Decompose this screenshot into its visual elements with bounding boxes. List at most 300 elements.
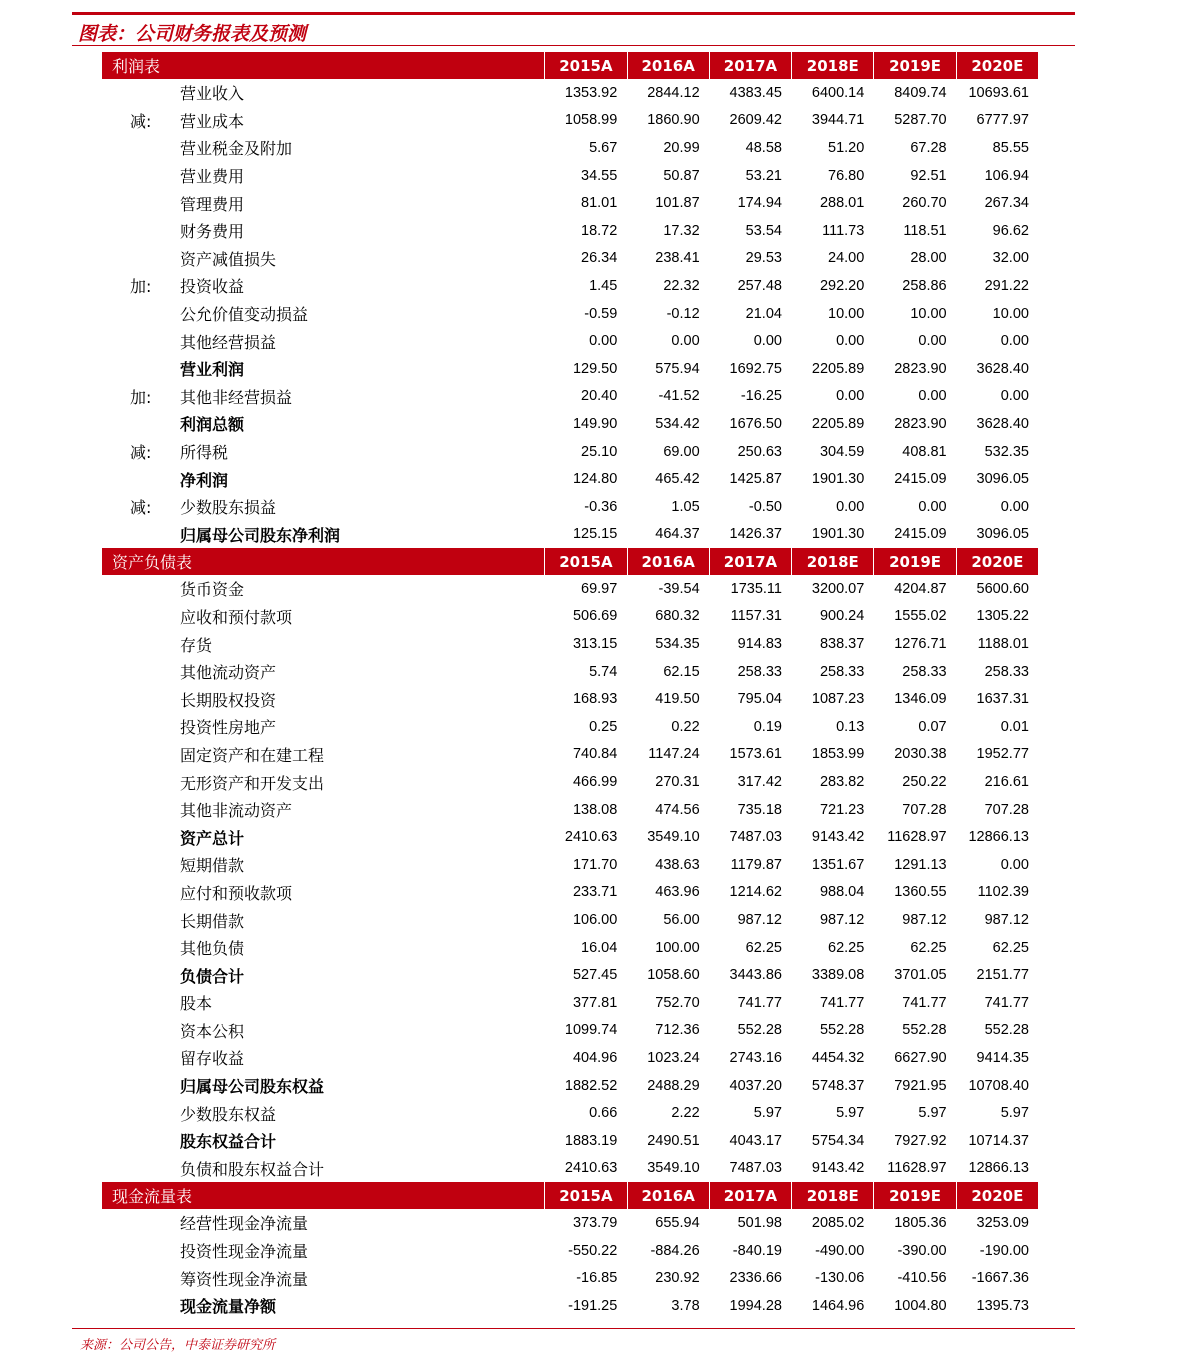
value-cell: 741.77: [984, 994, 1029, 1011]
value-cell: 552.28: [984, 1022, 1029, 1039]
value-cell: 419.50: [655, 691, 700, 708]
value-cell: 257.48: [737, 277, 782, 294]
value-cell: 3096.05: [976, 471, 1029, 488]
value-cell: 5.67: [589, 139, 618, 156]
title-rule: [72, 45, 1075, 46]
value-cell: 707.28: [984, 801, 1029, 818]
value-cell: 2488.29: [647, 1077, 700, 1094]
row-label: [102, 1129, 544, 1152]
row-label: [102, 164, 544, 187]
value-cell: 506.69: [572, 608, 618, 625]
row-label: [102, 357, 544, 380]
row-prefix: [102, 219, 180, 242]
value-cell: 22.32: [663, 277, 700, 294]
table-row: [102, 851, 1038, 879]
value-cell: 5.97: [1000, 1105, 1029, 1122]
value-cell: 1087.23: [811, 691, 865, 708]
row-prefix: [102, 1211, 180, 1234]
row-name: 长期股权投资: [180, 690, 277, 710]
table-row: [102, 879, 1038, 907]
value-cell: 124.80: [572, 471, 618, 488]
value-cell: 69.97: [581, 580, 618, 597]
value-cell: 575.94: [655, 360, 700, 377]
value-cell: 0.00: [1000, 856, 1029, 873]
row-label: [102, 1019, 544, 1042]
value-cell: 0.01: [1000, 718, 1029, 735]
row-prefix: [102, 743, 180, 766]
value-cell: -16.85: [576, 1270, 618, 1287]
table-row: [102, 1209, 1038, 1237]
row-name: 留存收益: [180, 1049, 245, 1069]
value-cell: 53.21: [745, 167, 782, 184]
table-row: [102, 355, 1038, 383]
value-cell: 712.36: [655, 1022, 700, 1039]
value-cell: 1425.87: [729, 471, 782, 488]
row-name: 货币资金: [180, 580, 245, 600]
value-cell: 707.28: [902, 801, 947, 818]
value-cell: 29.53: [745, 250, 782, 267]
row-label: [102, 853, 544, 876]
value-cell: 260.70: [902, 195, 947, 212]
table-row: [102, 107, 1038, 135]
value-cell: 838.37: [819, 636, 865, 653]
table-row: [102, 465, 1038, 493]
value-cell: 11628.97: [887, 829, 947, 846]
value-cell: 258.33: [737, 663, 782, 680]
value-cell: 67.28: [910, 139, 947, 156]
value-cell: -16.25: [740, 388, 782, 405]
value-cell: 20.40: [581, 388, 618, 405]
row-name: 资本公积: [180, 1021, 245, 1041]
value-cell: 552.28: [819, 1022, 865, 1039]
value-cell: 138.08: [572, 801, 618, 818]
value-cell: -0.59: [584, 305, 618, 322]
table-row: [102, 1044, 1038, 1072]
value-cell: 1676.50: [729, 415, 782, 432]
value-cell: 24.00: [828, 250, 865, 267]
row-prefix: [102, 798, 180, 821]
value-cell: 900.24: [819, 608, 865, 625]
value-cell: 8409.74: [894, 84, 947, 101]
row-prefix: [102, 688, 180, 711]
value-cell: 2030.38: [894, 746, 947, 763]
row-name: 归属母公司股东净利润: [180, 525, 341, 545]
value-cell: 2.22: [671, 1105, 700, 1122]
row-prefix: [102, 1129, 180, 1152]
value-cell: 465.42: [655, 471, 700, 488]
row-name: 营业收入: [180, 84, 245, 104]
year-header: 2018E: [791, 548, 873, 575]
value-cell: 680.32: [655, 608, 700, 625]
row-name: 利润总额: [180, 415, 245, 435]
value-cell: 1637.31: [976, 691, 1029, 708]
value-cell: 377.81: [572, 994, 618, 1011]
value-cell: 5.97: [918, 1105, 947, 1122]
table-row: [102, 823, 1038, 851]
value-cell: 267.34: [984, 195, 1029, 212]
year-header: 2016A: [627, 52, 709, 79]
table-row: [102, 741, 1038, 769]
year-header: 2015A: [544, 548, 626, 575]
table-row: [102, 438, 1038, 466]
row-name: 无形资产和开发支出: [180, 773, 325, 793]
row-label: [102, 771, 544, 794]
value-cell: -0.50: [748, 498, 782, 515]
year-header: 2017A: [709, 548, 791, 575]
value-cell: 0.00: [1000, 333, 1029, 350]
row-name: 投资性现金净流量: [180, 1242, 309, 1262]
row-prefix: [102, 909, 180, 932]
value-cell: 4383.45: [729, 84, 782, 101]
value-cell: 914.83: [737, 636, 782, 653]
row-prefix: [102, 853, 180, 876]
value-cell: 3549.10: [647, 829, 700, 846]
value-cell: 51.20: [828, 139, 865, 156]
value-cell: 3628.40: [976, 360, 1029, 377]
table-row: [102, 906, 1038, 934]
value-cell: 283.82: [819, 774, 865, 791]
value-cell: 1882.52: [564, 1077, 618, 1094]
value-cell: 741.77: [737, 994, 782, 1011]
row-name: 经营性现金净流量: [180, 1214, 309, 1234]
value-cell: 2205.89: [811, 415, 865, 432]
value-cell: 7487.03: [729, 829, 782, 846]
row-name: 负债和股东权益合计: [180, 1159, 325, 1179]
year-header: 2020E: [956, 548, 1038, 575]
year-header: 2018E: [791, 52, 873, 79]
row-prefix: [102, 412, 180, 435]
table-row: [102, 521, 1038, 549]
value-cell: 2410.63: [564, 829, 618, 846]
row-label: [102, 136, 544, 159]
row-prefix: [102, 633, 180, 656]
value-cell: -0.12: [666, 305, 700, 322]
bottom-rule: [72, 1328, 1075, 1329]
value-cell: 4204.87: [894, 580, 947, 597]
value-cell: -41.52: [658, 388, 700, 405]
value-cell: 313.15: [572, 636, 618, 653]
row-label: [102, 715, 544, 738]
value-cell: 1805.36: [894, 1214, 947, 1231]
value-cell: 5600.60: [976, 580, 1029, 597]
value-cell: 10.00: [910, 305, 947, 322]
value-cell: 62.15: [663, 663, 700, 680]
row-name: 归属母公司股东权益: [180, 1077, 325, 1097]
value-cell: 0.00: [1000, 498, 1029, 515]
value-cell: 1464.96: [811, 1297, 865, 1314]
table-row: [102, 1072, 1038, 1100]
row-prefix: 减:: [130, 443, 152, 463]
value-cell: 1735.11: [730, 580, 782, 597]
top-accent-line: [72, 12, 1075, 15]
value-cell: 987.12: [902, 912, 947, 929]
value-cell: 988.04: [819, 884, 865, 901]
section-title: 资产负债表: [112, 553, 193, 573]
row-label: [102, 964, 544, 987]
value-cell: 10.00: [992, 305, 1029, 322]
row-prefix: [102, 881, 180, 904]
row-prefix: [102, 1019, 180, 1042]
row-prefix: [102, 357, 180, 380]
value-cell: 0.00: [836, 333, 865, 350]
table-row: [102, 493, 1038, 521]
value-cell: 50.87: [663, 167, 700, 184]
value-cell: 9143.42: [811, 829, 865, 846]
value-cell: 250.22: [902, 774, 947, 791]
value-cell: 292.20: [819, 277, 865, 294]
row-prefix: [102, 660, 180, 683]
source-note: 来源：公司公告，中泰证券研究所: [80, 1338, 276, 1353]
year-header: 2016A: [627, 1182, 709, 1209]
row-prefix: [102, 715, 180, 738]
value-cell: 1099.74: [564, 1022, 618, 1039]
value-cell: 238.41: [655, 250, 700, 267]
row-prefix: [102, 826, 180, 849]
row-label: [102, 1102, 544, 1125]
row-name: 少数股东权益: [180, 1104, 277, 1124]
value-cell: 2205.89: [811, 360, 865, 377]
value-cell: 258.33: [819, 663, 865, 680]
row-label: [102, 192, 544, 215]
value-cell: 3701.05: [894, 967, 947, 984]
value-cell: 1692.75: [729, 360, 782, 377]
value-cell: 258.33: [984, 663, 1029, 680]
value-cell: 1305.22: [976, 608, 1029, 625]
row-name: 应付和预收款项: [180, 883, 293, 903]
value-cell: 474.56: [655, 801, 700, 818]
value-cell: 1058.99: [564, 112, 618, 129]
value-cell: 10.00: [828, 305, 865, 322]
table-row: [102, 934, 1038, 962]
value-cell: 1901.30: [811, 526, 865, 543]
value-cell: 1147.24: [648, 746, 700, 763]
row-label: [102, 468, 544, 491]
row-prefix: [102, 523, 180, 546]
row-label: [102, 826, 544, 849]
section-title: 现金流量表: [112, 1187, 193, 1207]
row-name: 营业税金及附加: [180, 139, 293, 159]
value-cell: 62.25: [992, 939, 1029, 956]
value-cell: 62.25: [910, 939, 947, 956]
year-header: 2015A: [544, 1182, 626, 1209]
row-name: 存货: [180, 635, 213, 655]
row-prefix: [102, 1294, 180, 1317]
row-label: [102, 798, 544, 821]
value-cell: 1.05: [671, 498, 700, 515]
row-prefix: [102, 136, 180, 159]
value-cell: 3096.05: [976, 526, 1029, 543]
value-cell: 1.45: [589, 277, 618, 294]
value-cell: 28.00: [910, 250, 947, 267]
value-cell: -840.19: [732, 1242, 782, 1259]
value-cell: 1952.77: [976, 746, 1029, 763]
value-cell: 655.94: [655, 1214, 700, 1231]
row-label: [102, 81, 544, 104]
value-cell: 2609.42: [729, 112, 782, 129]
value-cell: 0.00: [671, 333, 700, 350]
value-cell: 10708.40: [968, 1077, 1029, 1094]
value-cell: 404.96: [572, 1049, 618, 1066]
value-cell: 6777.97: [976, 112, 1029, 129]
row-label: [102, 743, 544, 766]
value-cell: 1276.71: [894, 636, 947, 653]
value-cell: 3253.09: [976, 1214, 1029, 1231]
row-name: 净利润: [180, 470, 229, 490]
value-cell: 373.79: [572, 1214, 618, 1231]
value-cell: 1555.02: [894, 608, 947, 625]
value-cell: 0.19: [753, 718, 782, 735]
value-cell: 10693.61: [968, 84, 1029, 101]
value-cell: 76.80: [828, 167, 865, 184]
value-cell: 1102.39: [977, 884, 1029, 901]
value-cell: 1351.67: [811, 856, 865, 873]
row-name: 投资收益: [180, 277, 245, 297]
row-label: [102, 991, 544, 1014]
value-cell: 233.71: [572, 884, 618, 901]
value-cell: 1346.09: [894, 691, 947, 708]
value-cell: 3549.10: [647, 1160, 700, 1177]
value-cell: 5287.70: [894, 112, 947, 129]
value-cell: 317.42: [737, 774, 782, 791]
row-name: 管理费用: [180, 194, 245, 214]
value-cell: 149.90: [572, 415, 618, 432]
row-prefix: [102, 247, 180, 270]
figure-title: 图表：公司财务报表及预测: [78, 23, 307, 45]
table-row: [102, 685, 1038, 713]
row-name: 投资性房地产: [180, 718, 277, 738]
value-cell: 2336.66: [729, 1270, 782, 1287]
value-cell: 501.98: [737, 1214, 782, 1231]
value-cell: 25.10: [581, 443, 618, 460]
row-prefix: [102, 771, 180, 794]
value-cell: 0.13: [836, 718, 865, 735]
value-cell: 2743.16: [729, 1049, 782, 1066]
value-cell: 721.23: [819, 801, 865, 818]
row-name: 公允价值变动损益: [180, 305, 309, 325]
value-cell: 4454.32: [811, 1049, 865, 1066]
value-cell: 258.33: [902, 663, 947, 680]
row-label: [102, 660, 544, 683]
value-cell: 1360.55: [894, 884, 947, 901]
value-cell: 552.28: [737, 1022, 782, 1039]
value-cell: 92.51: [910, 167, 947, 184]
value-cell: 174.94: [737, 195, 782, 212]
value-cell: 5.74: [589, 663, 618, 680]
value-cell: 7921.95: [894, 1077, 947, 1094]
value-cell: 291.22: [984, 277, 1029, 294]
value-cell: 532.35: [984, 443, 1029, 460]
value-cell: 17.32: [663, 222, 700, 239]
row-name: 少数股东损益: [180, 498, 277, 518]
row-label: [102, 1294, 544, 1317]
value-cell: 1291.13: [894, 856, 947, 873]
row-prefix: [102, 1102, 180, 1125]
row-label: [102, 495, 544, 518]
year-header: 2019E: [873, 52, 955, 79]
value-cell: 96.62: [992, 222, 1029, 239]
table-row: [102, 410, 1038, 438]
value-cell: 69.00: [663, 443, 700, 460]
value-cell: 1426.37: [729, 526, 782, 543]
table-row: [102, 1017, 1038, 1045]
value-cell: 1214.62: [729, 884, 782, 901]
row-prefix: [102, 330, 180, 353]
year-header: 2019E: [873, 1182, 955, 1209]
table-row: [102, 1155, 1038, 1183]
year-header: 2019E: [873, 548, 955, 575]
table-row: [102, 134, 1038, 162]
table-row: [102, 768, 1038, 796]
row-label: [102, 412, 544, 435]
row-prefix: 加:: [130, 387, 152, 407]
value-cell: -130.06: [815, 1270, 865, 1287]
row-prefix: [102, 936, 180, 959]
table-row: [102, 961, 1038, 989]
value-cell: 2823.90: [894, 415, 947, 432]
value-cell: 2410.63: [564, 1160, 618, 1177]
financial-statements-table: [102, 52, 1038, 1320]
value-cell: -884.26: [650, 1242, 700, 1259]
value-cell: -1667.36: [971, 1270, 1029, 1287]
row-label: [102, 1211, 544, 1234]
row-name: 其他流动资产: [180, 663, 277, 683]
table-row: [102, 1292, 1038, 1320]
value-cell: 9143.42: [811, 1160, 865, 1177]
row-prefix: [102, 1267, 180, 1290]
value-cell: 48.58: [745, 139, 782, 156]
row-name: 应收和预付款项: [180, 607, 293, 627]
value-cell: 6627.90: [894, 1049, 947, 1066]
row-prefix: [102, 1046, 180, 1069]
table-row: [102, 162, 1038, 190]
row-name: 资产总计: [180, 828, 245, 848]
value-cell: 171.70: [572, 856, 618, 873]
value-cell: 10714.37: [968, 1132, 1029, 1149]
row-prefix: 减:: [130, 111, 152, 131]
value-cell: 106.94: [984, 167, 1029, 184]
table-row: [102, 575, 1038, 603]
value-cell: 20.99: [663, 139, 700, 156]
value-cell: -550.22: [568, 1242, 618, 1259]
value-cell: 12866.13: [968, 829, 1029, 846]
value-cell: 1994.28: [729, 1297, 782, 1314]
value-cell: 125.15: [572, 526, 618, 543]
row-prefix: [102, 468, 180, 491]
year-header: 2020E: [956, 52, 1038, 79]
year-header: 2020E: [956, 1182, 1038, 1209]
row-name: 其他负债: [180, 939, 245, 959]
table-row: [102, 1127, 1038, 1155]
value-cell: 2415.09: [894, 526, 947, 543]
value-cell: 16.04: [581, 939, 618, 956]
row-name: 所得税: [180, 443, 229, 463]
value-cell: 2823.90: [894, 360, 947, 377]
value-cell: 5754.34: [811, 1132, 865, 1149]
value-cell: 2085.02: [811, 1214, 865, 1231]
value-cell: 9414.35: [976, 1049, 1029, 1066]
value-cell: 1023.24: [647, 1049, 700, 1066]
value-cell: 304.59: [819, 443, 865, 460]
value-cell: 5748.37: [811, 1077, 865, 1094]
value-cell: 0.00: [1000, 388, 1029, 405]
value-cell: 32.00: [992, 250, 1029, 267]
value-cell: -410.56: [897, 1270, 947, 1287]
value-cell: -490.00: [815, 1242, 865, 1259]
value-cell: 463.96: [655, 884, 700, 901]
value-cell: 1860.90: [647, 112, 700, 129]
value-cell: 12866.13: [968, 1160, 1029, 1177]
value-cell: 118.51: [903, 222, 947, 239]
